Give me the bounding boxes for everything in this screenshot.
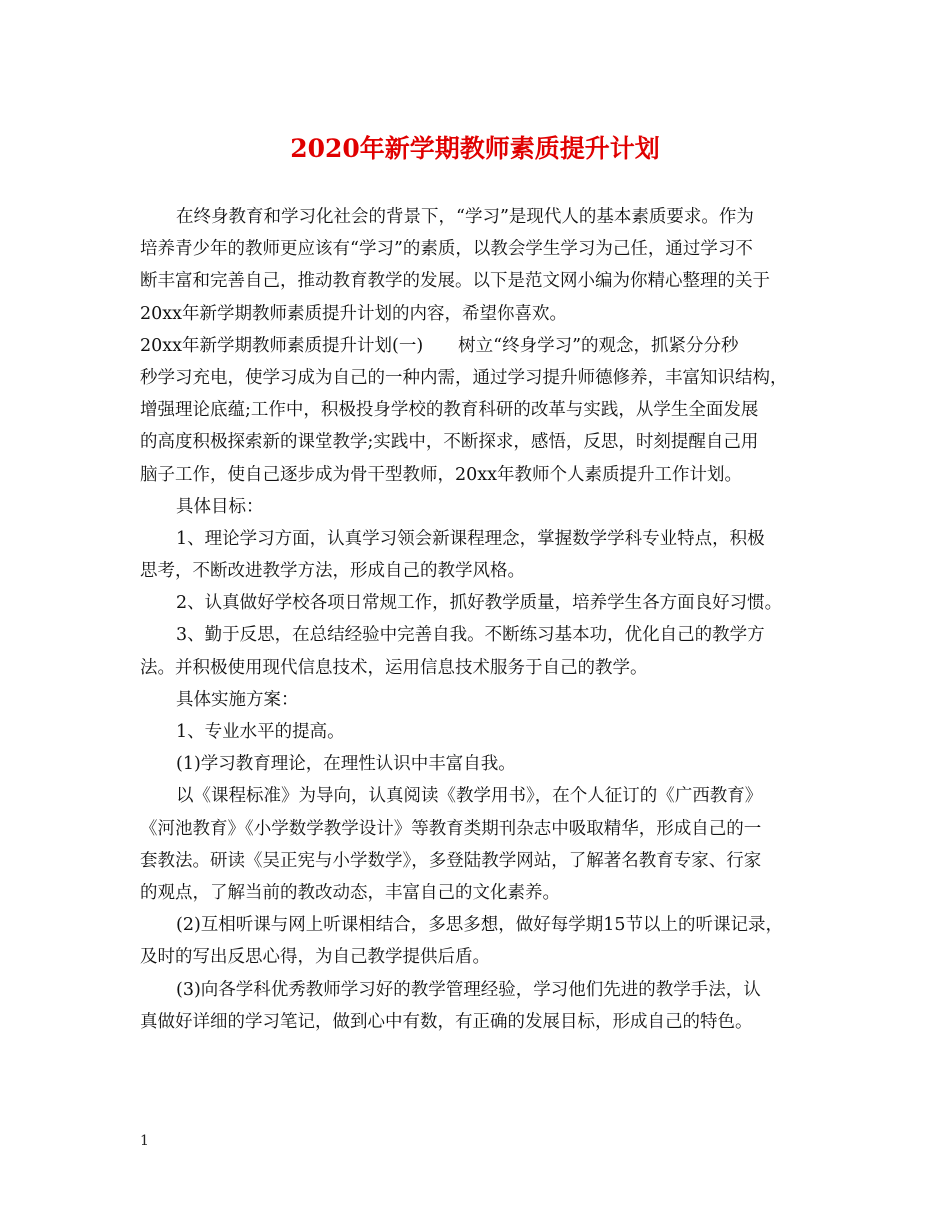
body-line: 的观点，了解当前的教改动态，丰富自己的文化素养。 xyxy=(140,882,560,903)
body-line: 1、专业水平的提高。 xyxy=(176,722,345,742)
body-line: 套教法。研读《吴正宪与小学数学》，多登陆教学网站，了解著名教育专家、行家 xyxy=(140,850,762,871)
body-line: (2)互相听课与网上听课相结合，多思多想，做好每学期15节以上的听课记录， xyxy=(176,915,784,936)
body-line: 培养青少年的教师更应该有“学习”的素质，以教会学生学习为己任，通过学习不 xyxy=(140,239,753,260)
body-line: 真做好详细的学习笔记，做到心中有数，有正确的发展目标，形成自己的特色。 xyxy=(140,1011,753,1032)
body-line: 脑子工作，使自己逐步成为骨干型教师，20xx年教师个人素质提升工作计划。 xyxy=(140,464,743,485)
body-line: 20xx年新学期教师素质提升计划(一) 树立“终身学习”的观念，抓紧分分秒 xyxy=(140,335,739,356)
body-line: 秒学习充电，使学习成为自己的一种内需，通过学习提升师德修养，丰富知识结构， xyxy=(140,367,788,388)
body-line: 《河池教育》《小学数学教学设计》等教育类期刊杂志中吸取精华，形成自己的一 xyxy=(140,818,762,839)
body-line: 断丰富和完善自己，推动教育教学的发展。以下是范文网小编为你精心整理的关于 xyxy=(140,271,770,292)
body-line: 及时的写出反思心得，为自己教学提供后盾。 xyxy=(140,947,490,968)
body-line: (1)学习教育理论，在理性认识中丰富自我。 xyxy=(176,754,516,775)
body-line: 2、认真做好学校各项日常规工作，抓好教学质量，培养学生各方面良好习惯。 xyxy=(176,593,783,614)
document-title: 2020年新学期教师素质提升计划 xyxy=(290,134,660,163)
page-number: 1 xyxy=(140,1133,149,1149)
body-line: 增强理论底蕴;工作中，积极投身学校的教育科研的改革与实践，从学生全面发展 xyxy=(140,400,759,421)
document-body xyxy=(140,201,830,1038)
body-line: 具体目标： xyxy=(176,496,264,517)
body-line: 的高度积极探索新的课堂教学;实践中，不断探求，感悟，反思，时刻提醒自己用 xyxy=(140,432,759,453)
body-line: 思考，不断改进教学方法，形成自己的教学风格。 xyxy=(140,561,525,582)
body-line: 20xx年新学期教师素质提升计划的内容，希望你喜欢。 xyxy=(140,303,568,324)
body-line: 在终身教育和学习化社会的背景下，“学习”是现代人的基本素质要求。作为 xyxy=(176,207,754,227)
body-line: 1、理论学习方面，认真学习领会新课程理念，掌握数学学科专业特点，积极 xyxy=(176,528,765,549)
body-line: 法。并积极使用现代信息技术，运用信息技术服务于自己的教学。 xyxy=(140,657,648,678)
body-line: 以《课程标准》为导向，认真阅读《教学用书》，在个人征订的《广西教育》 xyxy=(176,786,763,807)
body-line: (3)向各学科优秀教师学习好的教学管理经验，学习他们先进的教学手法，认 xyxy=(176,979,761,1000)
body-line: 具体实施方案： xyxy=(176,689,299,710)
body-line: 3、勤于反思，在总结经验中完善自我。不断练习基本功，优化自己的教学方 xyxy=(176,625,765,646)
